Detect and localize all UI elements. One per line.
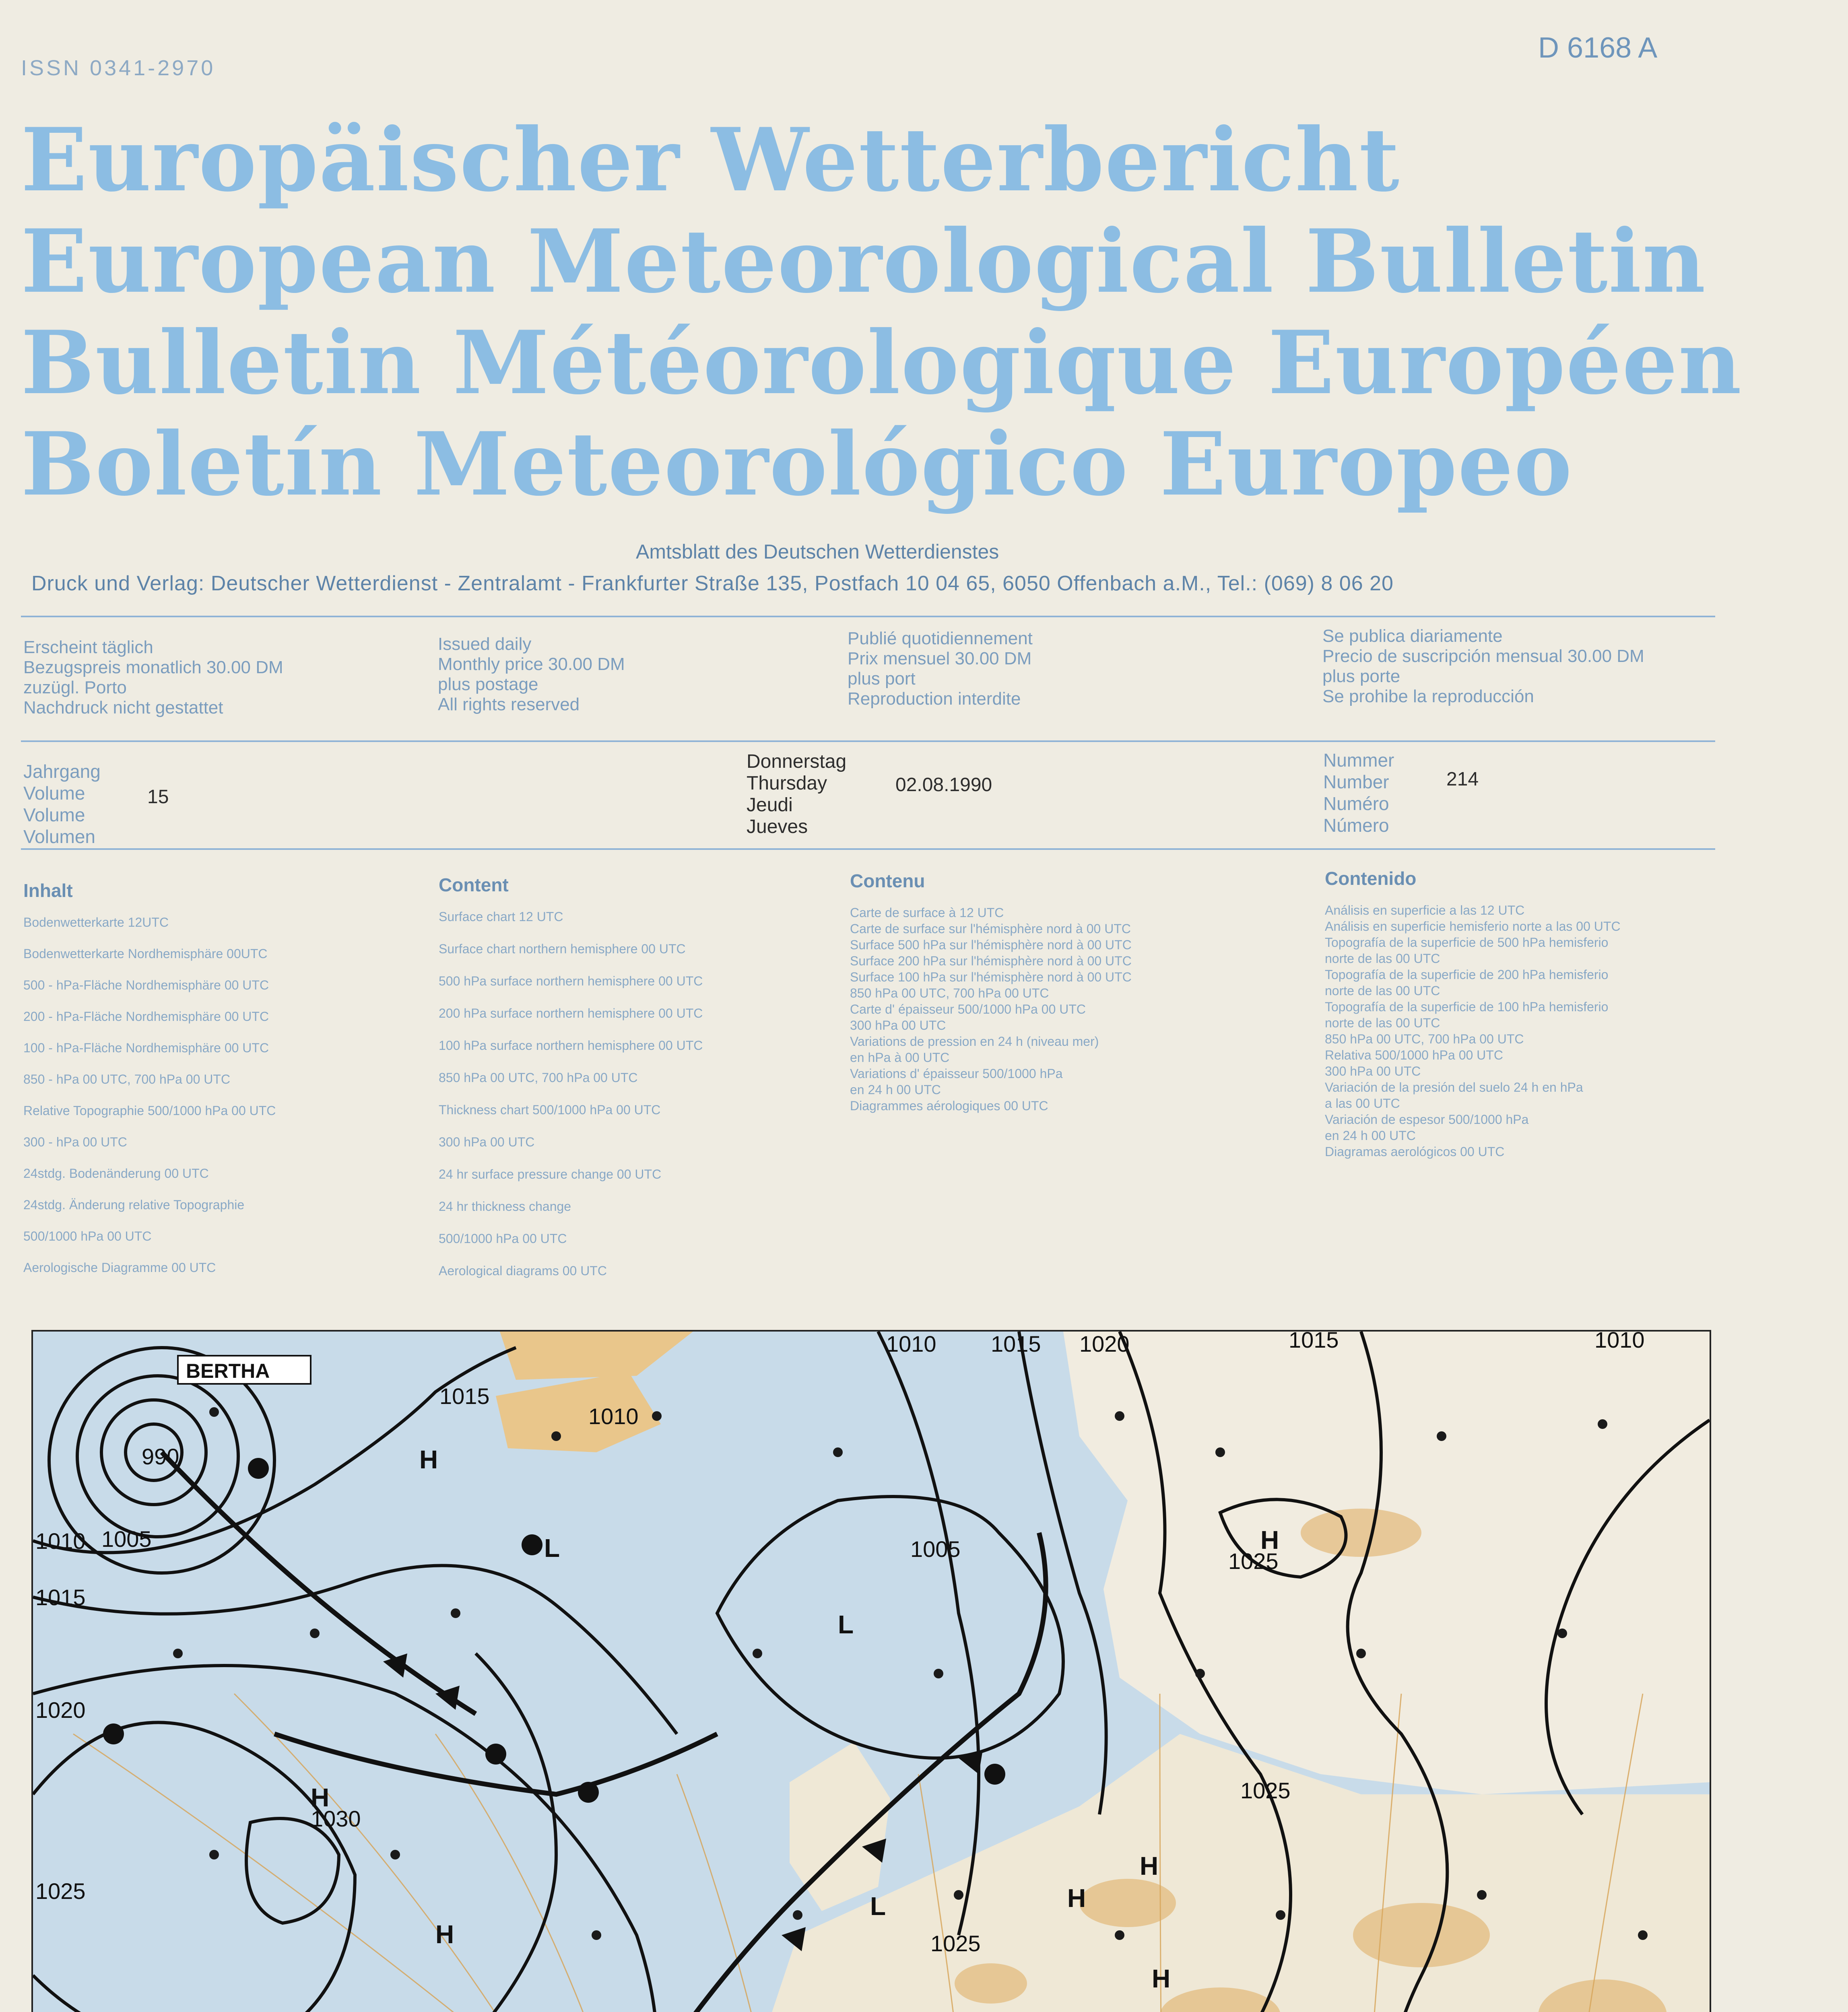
contents-item: Surface chart 12 UTC [439, 909, 563, 924]
pressure-center: H [1152, 1964, 1171, 1993]
subscription-line: Publié quotidiennement [848, 629, 1033, 648]
contents-heading: Contenu [850, 870, 925, 891]
contents-item: Variación de espesor 500/1000 hPa [1325, 1112, 1529, 1127]
contents-item: 24 hr thickness change [439, 1199, 571, 1214]
contents-item: 850 hPa 00 UTC, 700 hPa 00 UTC [850, 986, 1049, 1000]
subscription-fr [848, 629, 1033, 709]
contents-item: 500 hPa surface northern hemisphere 00 UTC [439, 974, 703, 988]
contents-item: 300 - hPa 00 UTC [23, 1135, 127, 1149]
title-spanish: Boletín Meteorológico Europeo [21, 413, 1573, 515]
divider [21, 848, 1715, 850]
contents-item: 500/1000 hPa 00 UTC [439, 1231, 567, 1246]
contents-item: 850 hPa 00 UTC, 700 hPa 00 UTC [1325, 1032, 1524, 1046]
subscription-line: Prix mensuel 30.00 DM [848, 649, 1032, 668]
subscription-line: zuzügl. Porto [23, 678, 127, 697]
contents-item: Análisis en superficie hemisferio norte a las 00 UTC [1325, 919, 1621, 934]
number-label: Nummer [1323, 750, 1394, 771]
contents-item: norte de las 00 UTC [1325, 951, 1440, 966]
contents-item: Aerologische Diagramme 00 UTC [23, 1260, 216, 1275]
postal-code: D 6168 A [1538, 32, 1658, 64]
contents-item: Diagrammes aérologiques 00 UTC [850, 1099, 1048, 1113]
contents-item: 300 hPa 00 UTC [1325, 1064, 1421, 1078]
pressure-center: H [1260, 1525, 1279, 1554]
isobar-label: 1015 [35, 1585, 86, 1610]
subscription-line: Se publica diariamente [1322, 626, 1503, 646]
contents-heading: Contenido [1325, 868, 1417, 889]
subscription-de [23, 637, 283, 718]
contents-item: Bodenwetterkarte Nordhemisphäre 00UTC [23, 946, 268, 961]
contents-item: 100 hPa surface northern hemisphere 00 UTC [439, 1038, 703, 1053]
isobar-label: 1025 [35, 1878, 86, 1904]
pressure-center: H [1067, 1884, 1086, 1913]
contents-item: Topografía de la superficie de 500 hPa hemisferio [1325, 935, 1609, 950]
contents-item: en 24 h 00 UTC [1325, 1128, 1416, 1143]
volume-labels [23, 761, 101, 847]
pressure-center: L [870, 1892, 886, 1921]
title-german: Europäischer Wetterbericht [21, 109, 1400, 211]
contents-item: Carte d' épaisseur 500/1000 hPa 00 UTC [850, 1002, 1086, 1016]
number-labels [1323, 749, 1394, 836]
isobar-label: 1025 [1228, 1548, 1279, 1574]
storm-name: BERTHA [186, 1360, 270, 1382]
number-label: Número [1323, 815, 1389, 836]
map-canvas [33, 1332, 1710, 2012]
isobar-label: 1010 [1594, 1332, 1645, 1352]
contents-item: 24stdg. Bodenänderung 00 UTC [23, 1166, 209, 1181]
isobar-label: 1005 [101, 1526, 152, 1552]
pressure-center: L [544, 1534, 560, 1563]
subscription-line: Bezugspreis monatlich 30.00 DM [23, 658, 283, 677]
isobar-label: 1005 [910, 1536, 961, 1562]
issn-number: ISSN 0341-2970 [21, 56, 216, 80]
isobar-label: 1025 [1240, 1778, 1291, 1803]
isobar-label: 1020 [1079, 1332, 1130, 1356]
subscription-es [1322, 626, 1644, 707]
contents-item: Relativa 500/1000 hPa 00 UTC [1325, 1048, 1503, 1062]
volume-label: Volume [23, 783, 85, 804]
contents-item: 24 hr surface pressure change 00 UTC [439, 1167, 662, 1181]
volume-label: Volume [23, 804, 85, 825]
subscription-line: plus porte [1322, 666, 1400, 686]
isobar-label: 1030 [311, 1806, 361, 1831]
contents-heading: Content [439, 874, 509, 895]
contents-fr [850, 870, 1293, 1115]
pressure-center: H [419, 1445, 438, 1474]
contents-item: Análisis en superficie a las 12 UTC [1325, 903, 1525, 917]
isobar-label: 1015 [991, 1332, 1041, 1356]
surface-weather-map [31, 1330, 1711, 2012]
isobar-label: 1010 [35, 1528, 86, 1554]
subscription-line: Erscheint täglich [23, 637, 153, 657]
isobar-label: 1025 [930, 1931, 981, 1956]
contents-item: en 24 h 00 UTC [850, 1082, 941, 1097]
number-label: Number [1323, 771, 1389, 792]
contents-item: Topografía de la superficie de 100 hPa hemisferio [1325, 1000, 1609, 1014]
contents-item: Bodenwetterkarte 12UTC [23, 915, 169, 930]
pressure-center: H [435, 1920, 454, 1949]
volume-value: 15 [147, 786, 169, 808]
weekday-label: Donnerstag [747, 751, 847, 772]
contents-item: Thickness chart 500/1000 hPa 00 UTC [439, 1103, 661, 1117]
contents-item: 200 hPa surface northern hemisphere 00 UTC [439, 1006, 703, 1020]
contents-item: Variations d' épaisseur 500/1000 hPa [850, 1066, 1063, 1081]
subscription-line: Reproduction interdite [848, 689, 1021, 709]
issue-number: 214 [1446, 769, 1479, 790]
contents-item: 500/1000 hPa 00 UTC [23, 1229, 152, 1243]
pressure-center: H [1140, 1851, 1159, 1880]
isobar-label: 1010 [886, 1332, 936, 1356]
contents-item: 200 - hPa-Fläche Nordhemisphäre 00 UTC [23, 1009, 269, 1024]
contents-de [23, 880, 426, 1292]
number-label: Numéro [1323, 793, 1389, 814]
contents-item: norte de las 00 UTC [1325, 983, 1440, 998]
isobar-label: 990 [142, 1444, 179, 1469]
pressure-center: L [838, 1610, 854, 1639]
contents-en [439, 874, 841, 1296]
contents-item: Relative Topographie 500/1000 hPa 00 UTC [23, 1103, 276, 1118]
title-english: European Meteorological Bulletin [21, 210, 1706, 312]
subscription-line: Issued daily [438, 634, 532, 654]
official-gazette-line: Amtsblatt des Deutschen Wetterdienstes [636, 540, 999, 563]
volume-label: Jahrgang [23, 761, 101, 782]
isobar-label: 1015 [439, 1383, 490, 1409]
divider [21, 740, 1715, 742]
subscription-en [438, 634, 625, 715]
contents-item: en hPa à 00 UTC [850, 1050, 950, 1065]
contents-item: a las 00 UTC [1325, 1096, 1400, 1111]
contents-item: Surface 500 hPa sur l'hémisphère nord à 00 UTC [850, 938, 1132, 952]
contents-item: 24stdg. Änderung relative Topographie [23, 1198, 245, 1212]
contents-heading: Inhalt [23, 880, 73, 901]
contents-item: Aerological diagrams 00 UTC [439, 1264, 607, 1278]
subscription-line: Nachdruck nicht gestattet [23, 698, 223, 717]
isobar-label: 1015 [1289, 1332, 1339, 1352]
contents-item: 500 - hPa-Fläche Nordhemisphäre 00 UTC [23, 978, 269, 992]
subscription-line: Se prohibe la reproducción [1322, 686, 1534, 706]
contents-item: Topografía de la superficie de 200 hPa hemisferio [1325, 967, 1609, 982]
weekday-label: Jeudi [747, 794, 793, 816]
subscription-line: Monthly price 30.00 DM [438, 654, 625, 674]
contents-item: norte de las 00 UTC [1325, 1016, 1440, 1030]
publisher-address: Druck und Verlag: Deutscher Wetterdienst - Zentralamt - Frankfurter Straße 135, Postfach 10 04 65, 6050 Offenbach a.M., Tel.: (069) 8 06 20 [31, 572, 1394, 595]
isobar-label: 1010 [588, 1404, 639, 1429]
contents-item: 300 hPa 00 UTC [439, 1135, 535, 1149]
contents-item: Diagramas aerológicos 00 UTC [1325, 1144, 1505, 1159]
subscription-line: All rights reserved [438, 695, 580, 714]
contents-item: 100 - hPa-Fläche Nordhemisphäre 00 UTC [23, 1041, 269, 1055]
contents-item: 300 hPa 00 UTC [850, 1018, 946, 1033]
contents-item: 850 - hPa 00 UTC, 700 hPa 00 UTC [23, 1072, 231, 1086]
contents-es [1325, 868, 1727, 1161]
contents-item: Surface 100 hPa sur l'hémisphère nord à 00 UTC [850, 970, 1132, 984]
title-french: Bulletin Météorologique Européen [21, 311, 1743, 414]
issue-date: 02.08.1990 [895, 774, 992, 796]
subscription-line: Precio de suscripción mensual 30.00 DM [1322, 646, 1644, 666]
subscription-line: plus port [848, 669, 916, 689]
contents-item: Surface chart northern hemisphere 00 UTC [439, 942, 686, 956]
subscription-line: plus postage [438, 674, 538, 694]
contents-item: Variations de pression en 24 h (niveau mer) [850, 1034, 1099, 1049]
volume-label: Volumen [23, 826, 96, 847]
contents-item: Carte de surface à 12 UTC [850, 905, 1004, 920]
weekday-label: Thursday [747, 773, 827, 794]
pressure-center: H [311, 1783, 330, 1812]
divider [21, 616, 1715, 617]
isobar-label: 1020 [35, 1697, 86, 1723]
contents-item: Carte de surface sur l'hémisphère nord à 00 UTC [850, 921, 1131, 936]
weekday-labels [747, 751, 846, 838]
contents-item: 850 hPa 00 UTC, 700 hPa 00 UTC [439, 1070, 638, 1085]
weekday-label: Jueves [747, 816, 808, 837]
contents-item: Variación de la presión del suelo 24 h en hPa [1325, 1080, 1583, 1095]
contents-item: Surface 200 hPa sur l'hémisphère nord à 00 UTC [850, 954, 1132, 968]
